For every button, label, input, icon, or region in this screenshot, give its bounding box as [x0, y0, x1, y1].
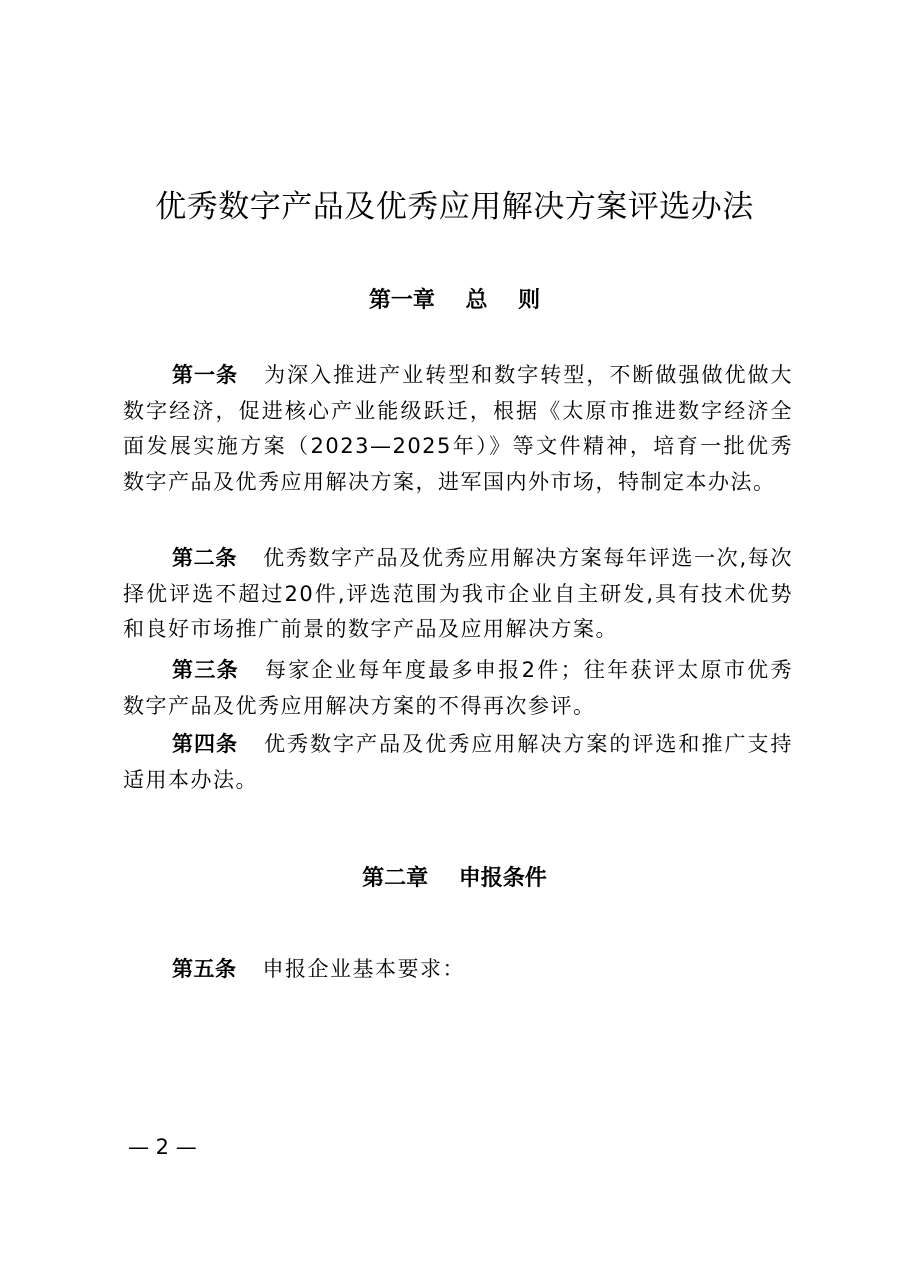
- article-text: 为深入推进产业转型和数字转型，不断做强做优做大数字经济，促进核心产业能级跃迁，根据《太原市推进数字经济全面发展实施方案（2023—2025年）》等文件精神，培育一批优秀数字产品及优秀应用解决方案，进军国内外市场，特制定本办法。: [123, 363, 794, 494]
- article-text: 优秀数字产品及优秀应用解决方案的评选和推广支持适用本办法。: [123, 732, 794, 792]
- article-5: [123, 952, 793, 988]
- article-text: 每家企业每年度最多申报2件；往年获评太原市优秀数字产品及优秀应用解决方案的不得再次参评。: [123, 658, 794, 718]
- article-label: 第五条: [172, 957, 237, 981]
- article-label: 第二条: [172, 546, 238, 570]
- article-4: [123, 727, 793, 798]
- article-label: 第三条: [172, 658, 239, 682]
- chapter-heading-1: 第一章 总 则: [368, 288, 541, 313]
- article-2: [123, 541, 793, 648]
- page-number: — 2 —: [128, 1135, 197, 1159]
- article-text: 优秀数字产品及优秀应用解决方案每年评选一次,每次择优评选不超过20件,评选范围为我市企业自主研发,具有技术优势和良好市场推广前景的数字产品及应用解决方案。: [123, 546, 793, 641]
- chapter-heading-2: 第二章 申报条件: [362, 866, 547, 891]
- article-label: 第一条: [172, 363, 239, 387]
- article-1: [123, 358, 793, 500]
- article-3: [123, 653, 793, 724]
- document-title: 优秀数字产品及优秀应用解决方案评选办法: [155, 189, 754, 225]
- article-text: 申报企业基本要求：: [262, 957, 465, 981]
- article-label: 第四条: [172, 732, 239, 756]
